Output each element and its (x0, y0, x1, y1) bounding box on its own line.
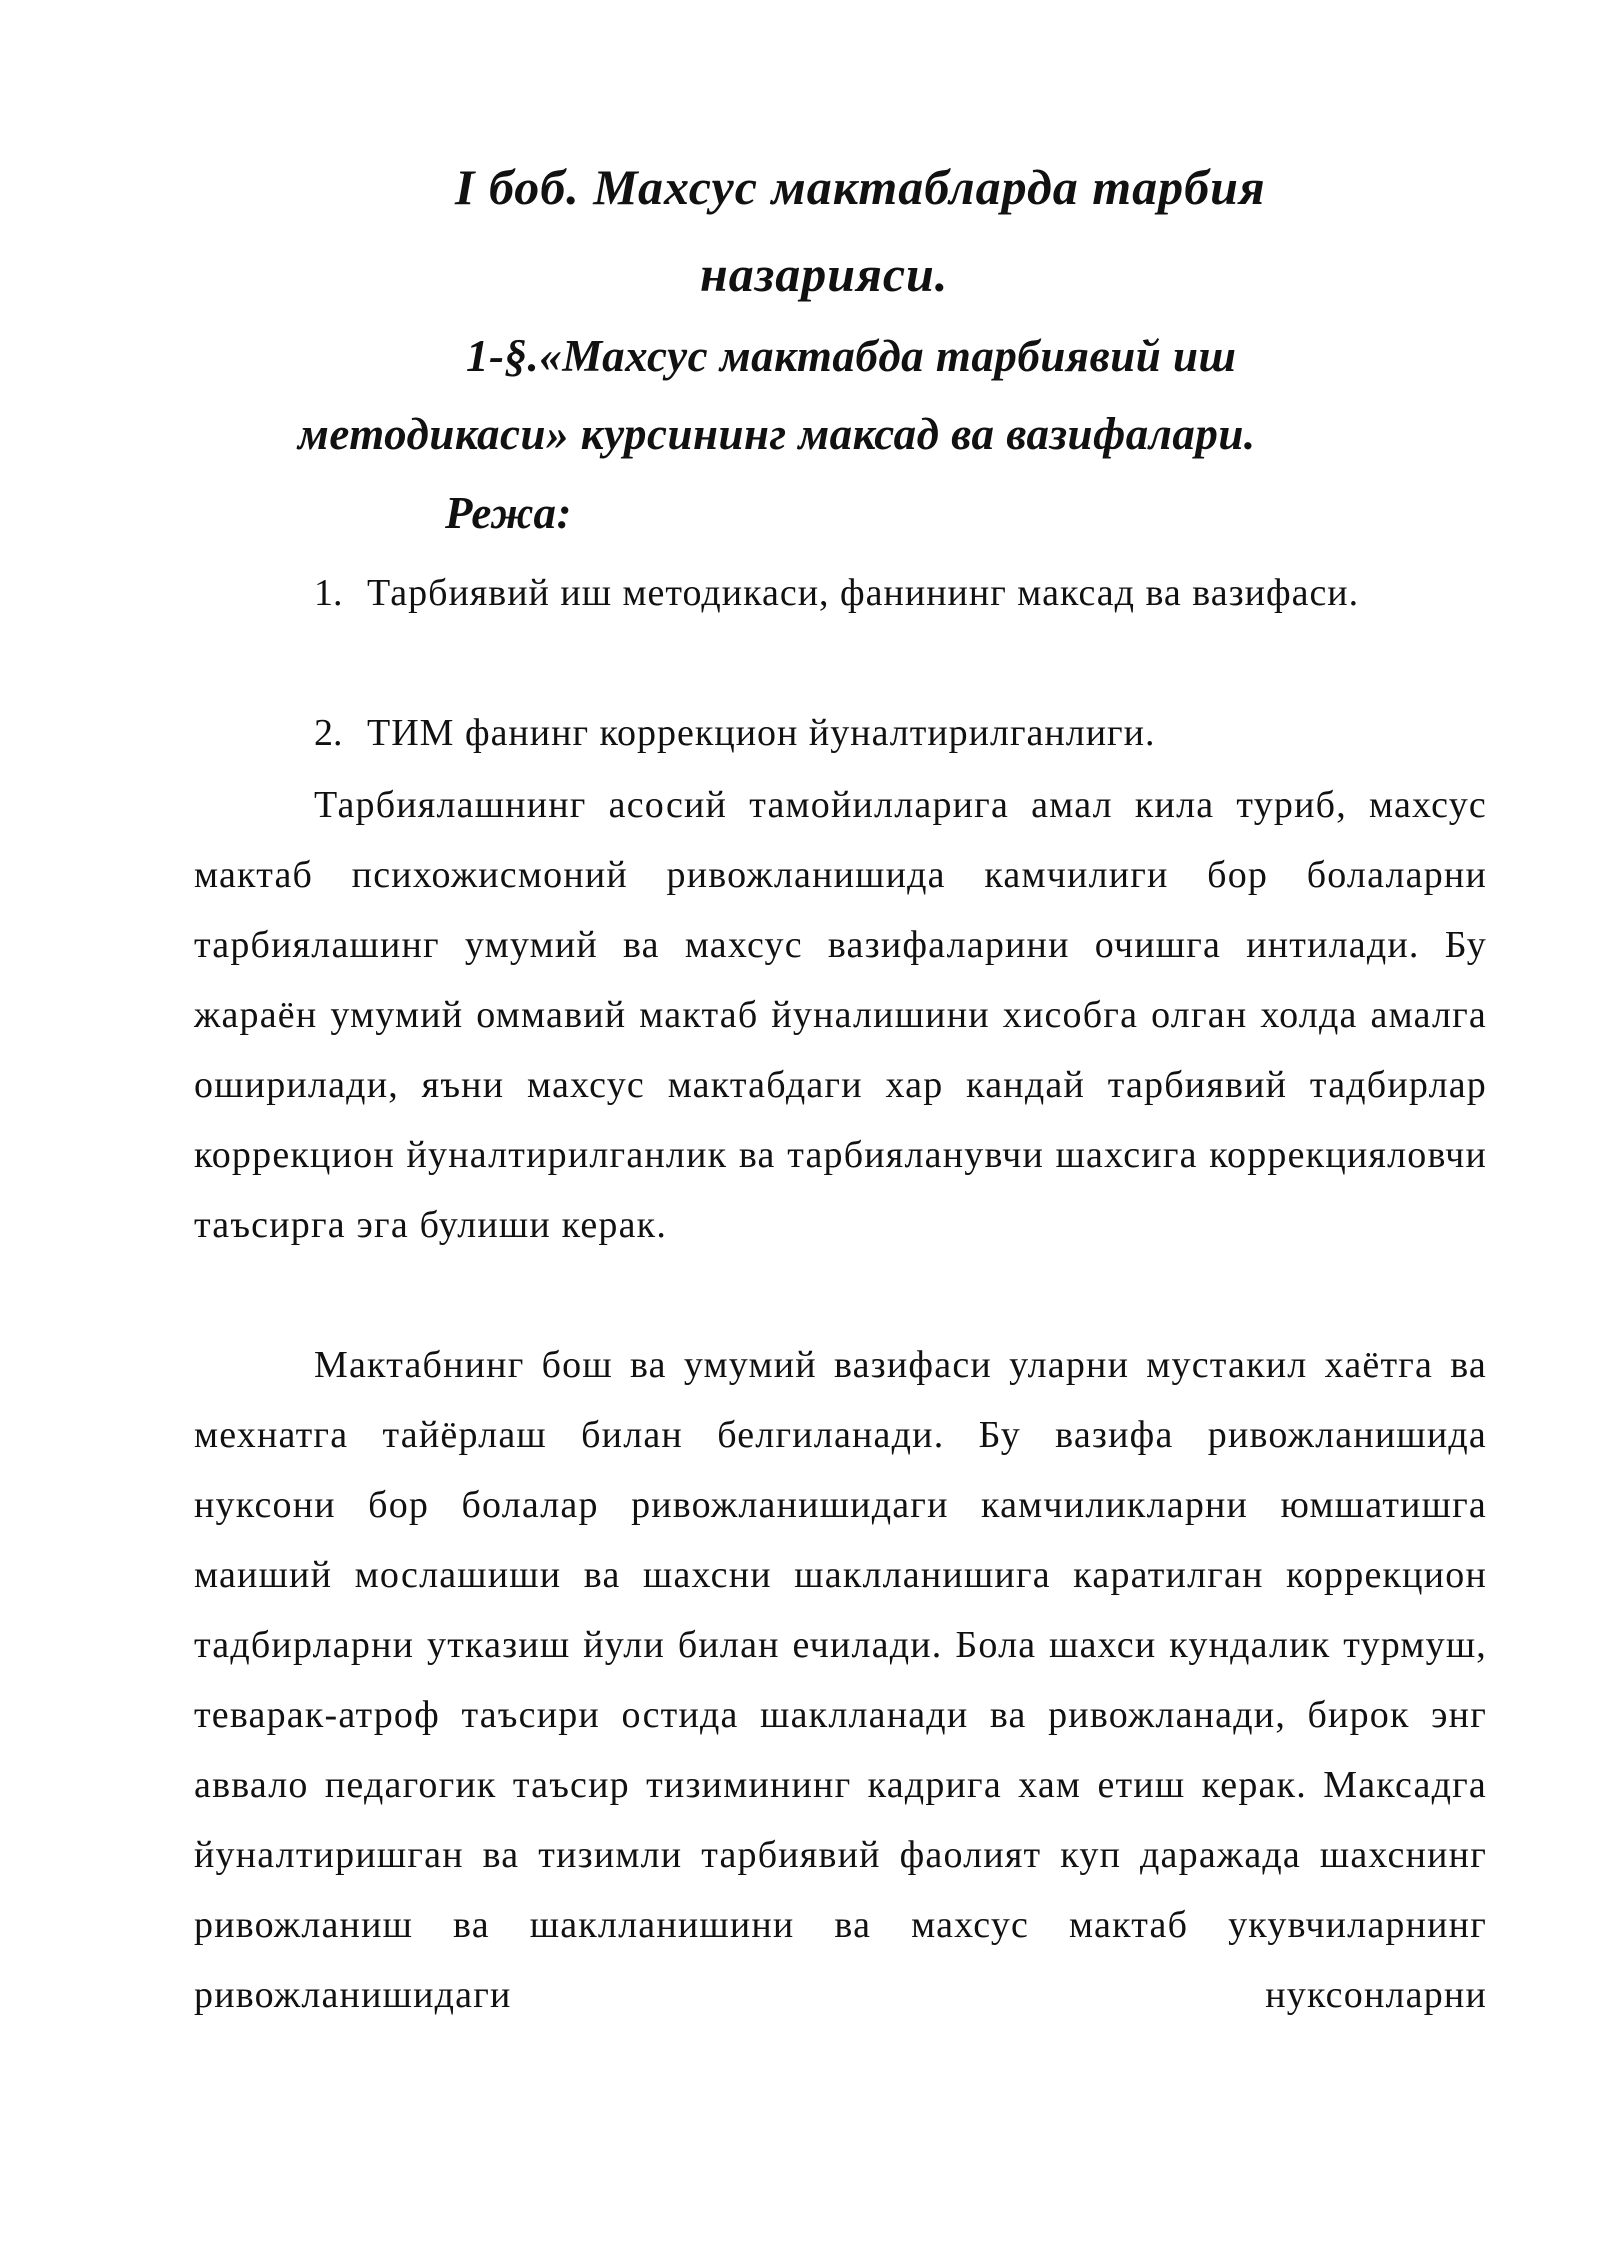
section-title-line-2: методикаси» курсининг максад ва вазифалари. (298, 409, 1256, 459)
plan-heading: Режа: (445, 488, 572, 538)
chapter-title-line-2: назарияси. (700, 246, 949, 302)
plan-item-number: 1. (314, 572, 343, 614)
body-paragraph: Мактабнинг бош ва умумий вазифаси уларни мустакил хаётга ва мехнатга тайёрлаш билан белгиланади. Бу вазифа ривожланишида нуксони бор болалар ривожланишидаги камчиликларни юмшатишга маиший мослашиши ва шахсни шаклланишига каратилган коррекцион тадбирларни утказиш йули билан ечилади. Бола шахси кундалик турмуш, теварак-атроф таъсири остида шаклланади ва ривожланади, бирок энг аввало педагогик таъсир тизимининг кадрига хам етиш керак. Максадга йуналтиришган ва тизимли тарбиявий фаолият куп даражада шахснинг ривожланиш ва шаклланишини ва махсус мактаб укувчиларнинг ривожланишидаги нуксонларни (194, 1344, 1487, 2016)
plan-item (314, 558, 1494, 698)
chapter-title-line-1: I боб. Махсус мактабларда тарбия (455, 159, 1266, 215)
plan-item-text: Тарбиявий иш методикаси, фанининг максад ва вазифаси. (367, 572, 1360, 614)
body-paragraph: Тарбиялашнинг асосий тамойилларига амал кила туриб, махсус мактаб психожисмоний ривожланишида камчилиги бор болаларни тарбиялашинг умумий ва махсус вазифаларини очишга интилади. Бу жараён умумий оммавий мактаб йуналишини хисобга олган холда амалга оширилади, яъни махсус мактабдаги хар кандай тарбиявий тадбирлар коррекцион йуналтирилганлик ва тарбияланувчи шахсига коррекцияловчи таъсирга эга булиши керак. (194, 784, 1487, 1246)
section-title-line-1: 1-§.«Махсус мактабда тарбиявий иш (466, 331, 1237, 381)
plan-item-number: 2. (314, 712, 343, 754)
plan-item-text: ТИМ фанинг коррекцион йуналтирилганлиги. (367, 712, 1156, 754)
plan-item (314, 698, 1494, 768)
